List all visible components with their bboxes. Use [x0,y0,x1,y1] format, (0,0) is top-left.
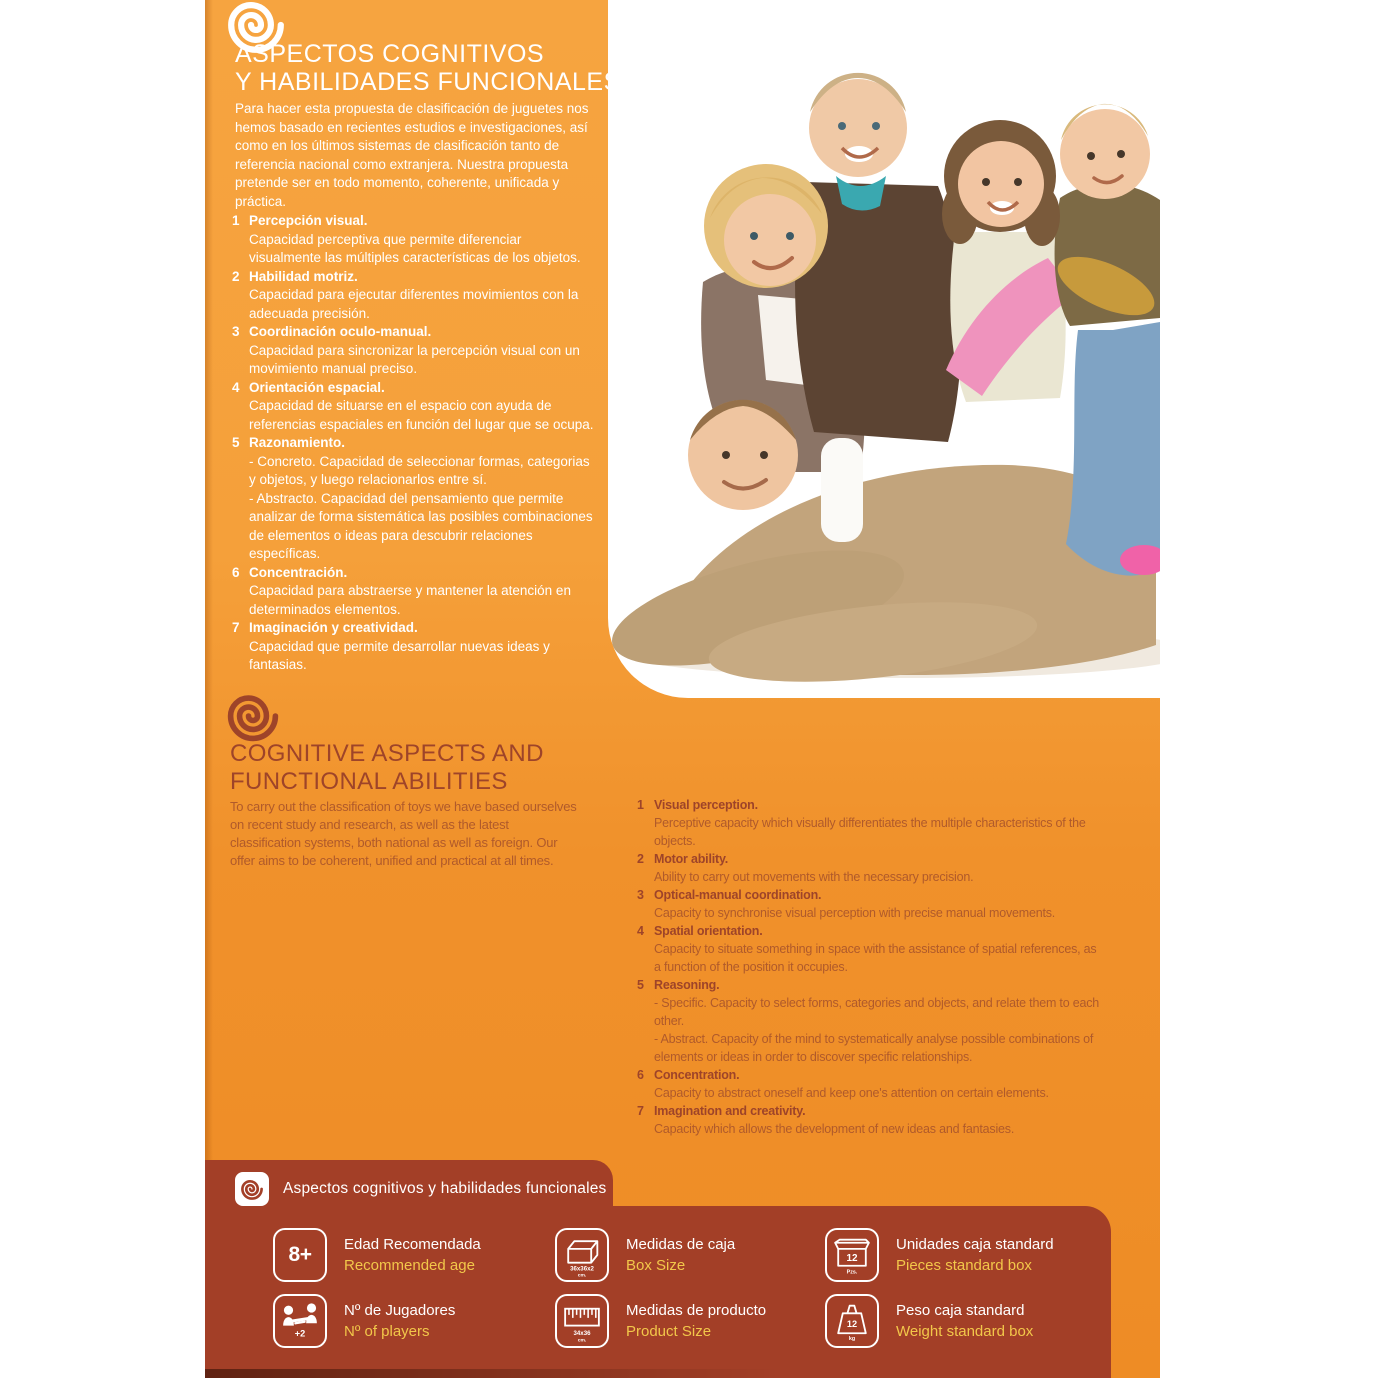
list-item-heading: Habilidad motriz. [249,268,358,284]
players-icon [273,1294,327,1348]
list-item [232,564,594,620]
list-item-number: 2 [232,268,240,284]
product-specs-panel [205,1206,1111,1378]
catalog-page [205,0,1160,1378]
list-item-text: - Concreto. Capacidad de seleccionar formas, categorias y objetos, y luego relacionarlos entre sí. [249,453,590,487]
spec-label-es: Nº de Jugadores [344,1302,456,1319]
list-item-text: Capacity which allows the development of new ideas and fantasies. [654,1122,1015,1136]
list-item-text: - Specific. Capacity to select forms, categories and objects, and relate them to each other. [654,996,1100,1028]
svg-text:cm.: cm. [577,1272,587,1278]
english-title [230,740,544,796]
list-item-number: 3 [232,324,240,339]
list-item-text: Capacidad que permite desarrollar nuevas ideas y fantasias. [249,638,550,672]
spec-pieces-standard-box [825,1226,1054,1284]
list-item-text: Capacidad para ejecutar diferentes movimientos con la adecuada precisión. [249,287,579,321]
list-item-number: 7 [232,620,240,635]
english-title-line1: COGNITIVE ASPECTS AND [230,740,544,767]
list-item-number: 6 [232,564,240,580]
list-item-number: 1 [232,213,240,228]
list-item-number: 2 [637,852,644,866]
spec-weight-standard-box [825,1292,1054,1350]
weight-icon [825,1294,879,1348]
list-item-heading: Orientación espacial. [249,379,385,395]
list-item [232,268,594,324]
list-item-heading: Optical-manual coordination. [654,888,822,902]
list-item [232,212,594,268]
spanish-title-line1: ASPECTOS COGNITIVOS [235,40,545,68]
spiral-icon [225,688,281,744]
list-item-text: - Abstracto. Capacidad del pensamiento que permite analizar de forma sistemática las posibles combinaciones de elementos o ideas para descubrir relaciones específicas. [249,490,593,561]
spanish-title [235,40,621,96]
list-item [232,323,594,379]
list-item [637,796,1105,850]
spec-product-size [555,1292,825,1350]
spiral-icon [240,1177,264,1201]
spec-label-es: Peso caja standard [896,1302,1025,1319]
spec-label-en: Pieces standard box [896,1257,1032,1274]
spec-recommended-age [273,1226,555,1284]
svg-text:12: 12 [846,1253,858,1265]
spec-label-en: Recommended age [344,1257,475,1274]
list-item [637,1102,1105,1138]
svg-text:kg: kg [848,1336,856,1343]
list-item-heading: Motor ability. [654,852,729,866]
list-item-heading: Imagination and creativity. [654,1104,806,1118]
list-item-text: Perceptive capacity which visually differentiates the multiple characteristics of the objects. [654,816,1086,848]
list-item-heading: Reasoning. [654,978,720,992]
spanish-intro: Para hacer esta propuesta de clasificación de juguetes nos hemos basado en recientes estudios e investigaciones, así como en los últimos sistemas de clasificación tanto de referencia nacional como extranjera. Nuestra propuesta pretende ser en todo momento, coherente, unificada y práctica. [235,101,589,209]
list-item [637,886,1105,922]
list-item-number: 5 [232,435,240,450]
list-item-heading: Razonamiento. [249,435,346,450]
family-photo [608,0,1160,698]
list-item-number: 1 [637,798,644,812]
list-item-heading: Concentration. [654,1068,740,1082]
spiral-badge-icon [235,1172,269,1206]
list-item-text: Capacidad de situarse en el espacio con ayuda de referencias espaciales en función del lugar que se ocupa. [249,398,594,432]
box-size-icon [555,1228,609,1282]
list-item [232,434,594,564]
svg-text:36x36x2: 36x36x2 [570,1265,594,1273]
list-item-number: 4 [637,924,644,938]
category-banner-title: Aspectos cognitivos y habilidades funcionales [283,1180,607,1197]
spec-box-size [555,1226,825,1284]
spec-label-en: Box Size [626,1257,686,1274]
spec-label-es: Unidades caja standard [896,1236,1054,1253]
list-item-heading: Imaginación y creatividad. [249,620,418,635]
list-item-heading: Coordinación oculo-manual. [249,324,432,339]
age-icon: 8+ [273,1228,327,1282]
list-item-number: 6 [637,1068,644,1082]
spec-label-en: Nº of players [344,1323,430,1340]
list-item-heading: Percepción visual. [249,213,368,228]
list-item-number: 3 [637,888,644,902]
list-item [232,379,594,435]
list-item-text: Capacity to synchronise visual perception with precise manual movements. [654,906,1056,920]
spec-label-en: Weight standard box [896,1323,1034,1340]
list-item-heading: Concentración. [249,564,348,580]
svg-text:+2: +2 [294,1328,306,1339]
list-item-number: 5 [637,978,644,992]
list-item [637,922,1105,976]
list-item-text: Capacity to situate something in space with the assistance of spatial references, as a function of the position it occupies. [654,942,1097,974]
list-item-heading: Visual perception. [654,798,758,812]
svg-text:34x36: 34x36 [573,1329,591,1337]
list-item [232,619,594,675]
list-item-text: Capacity to abstract oneself and keep one's attention on certain elements. [654,1086,1049,1100]
svg-text:12: 12 [846,1319,858,1330]
svg-text:Pzs.: Pzs. [846,1269,858,1276]
list-item [637,1066,1105,1102]
spec-label-es: Medidas de producto [626,1302,767,1319]
english-ability-list [637,796,1105,1138]
spec-number-of-players [273,1292,555,1350]
spec-label-es: Edad Recomendada [344,1236,481,1253]
list-item-heading: Spatial orientation. [654,924,763,938]
spanish-title-line2: Y HABILIDADES FUNCIONALES [235,68,621,96]
spec-label-en: Product Size [626,1323,712,1340]
english-title-line2: FUNCTIONAL ABILITIES [230,768,508,795]
list-item-text: Capacidad para sincronizar la percepción visual con un movimiento manual preciso. [249,342,580,376]
list-item-text: Ability to carry out movements with the necessary precision. [654,870,974,884]
svg-text:cm.: cm. [577,1337,587,1344]
list-item-text: Capacidad perceptiva que permite diferenciar visualmente las múltiples características de los objetos. [249,231,581,265]
list-item-number: 7 [637,1104,644,1118]
list-item-text: - Abstract. Capacity of the mind to systematically analyse possible combinations of elements or ideas in order to discover specific relationships. [654,1032,1094,1064]
list-item-text: Capacidad para abstraerse y mantener la atención en determinados elementos. [249,583,571,617]
specs-grid [273,1226,1054,1350]
list-item [637,976,1105,1066]
pieces-icon [825,1228,879,1282]
spanish-ability-list [232,212,594,675]
list-item [637,850,1105,886]
spec-label-es: Medidas de caja [626,1236,736,1253]
english-intro: To carry out the classification of toys we have based ourselves on recent study and research, as well as the latest classification systems, both national as well as foreign. Our offer aims to be coherent, unified and practical at all times. [230,799,577,868]
ruler-icon [555,1294,609,1348]
family-photo-illustration [608,0,1160,698]
list-item-number: 4 [232,379,240,395]
